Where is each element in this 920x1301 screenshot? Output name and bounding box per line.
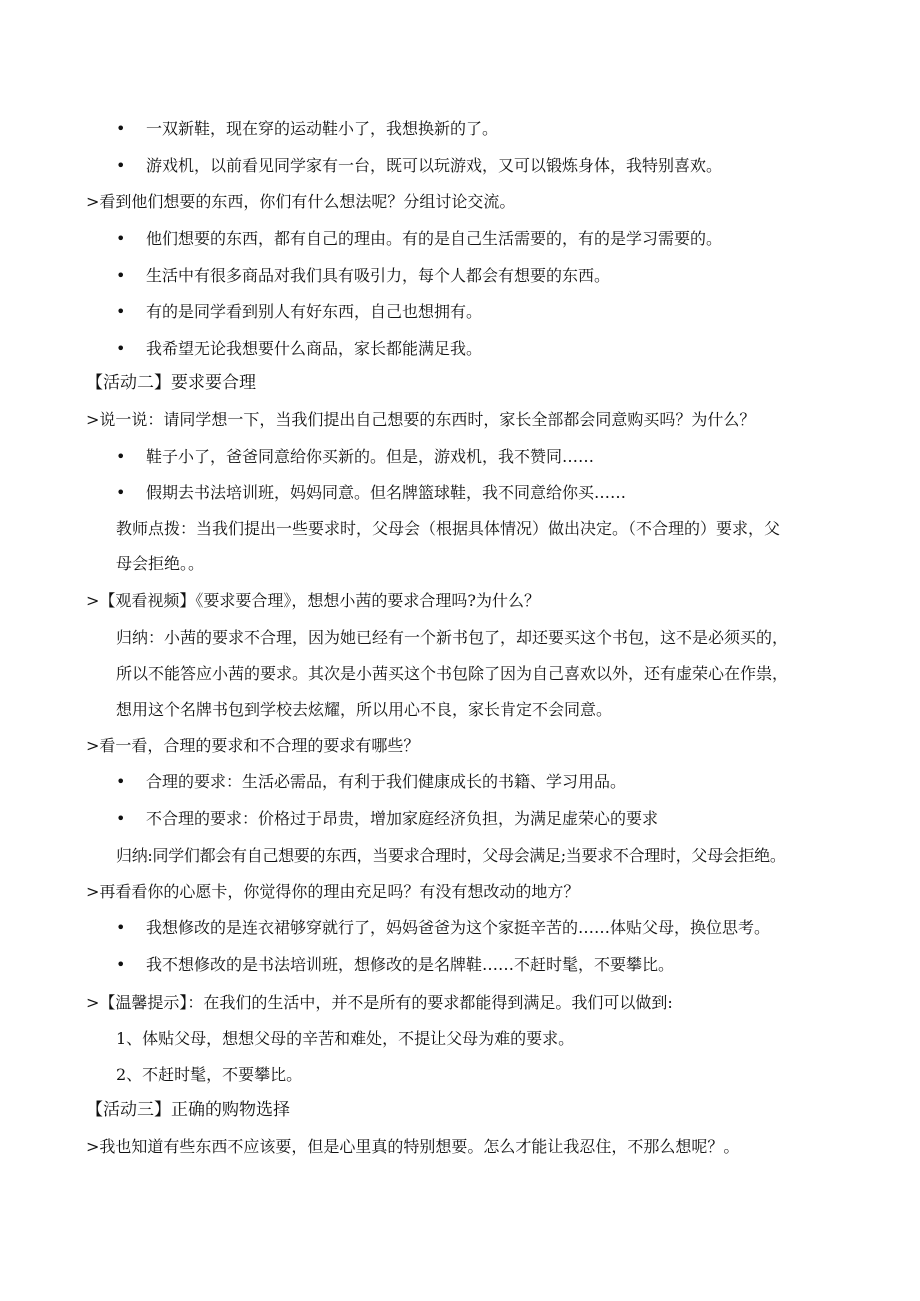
prompt-line: >【观看视频】《要求要合理》，想想小茜的要求合理吗?为什么？ bbox=[86, 591, 540, 610]
bullet-icon: • bbox=[116, 918, 126, 937]
prompt-line: >我也知道有些东西不应该要，但是心里真的特别想要。怎么才能让我忍住，不那么想呢？。 bbox=[86, 1137, 740, 1156]
prompt-line: >看一看，合理的要求和不合理的要求有哪些？ bbox=[86, 736, 420, 755]
summary-text: 想用这个名牌书包到学校去炫耀，所以用心不良，家长肯定不会同意。 bbox=[116, 700, 613, 719]
bullet-icon: • bbox=[116, 483, 126, 502]
bullet-item: 一双新鞋，现在穿的运动鞋小了，我想换新的了。 bbox=[146, 119, 499, 138]
bullet-icon: • bbox=[116, 302, 126, 321]
bullet-item: 有的是同学看到别人有好东西，自己也想拥有。 bbox=[146, 302, 483, 321]
bullet-item: 生活中有很多商品对我们具有吸引力，每个人都会有想要的东西。 bbox=[146, 266, 611, 285]
summary-text: 归纳:同学们都会有自己想要的东西，当要求合理时，父母会满足;当要求不合理时，父母会拒绝。 bbox=[116, 846, 786, 865]
bullet-icon: • bbox=[116, 809, 126, 828]
prompt-line: >说一说：请同学想一下，当我们提出自己想要的东西时，家长全部都会同意购买吗？为什么？ bbox=[86, 410, 756, 429]
bullet-icon: • bbox=[116, 156, 126, 175]
bullet-item: 我想修改的是连衣裙够穿就行了，妈妈爸爸为这个家挺辛苦的……体贴父母，换位思考。 bbox=[146, 918, 771, 937]
teacher-note: 教师点拨：当我们提出一些要求时，父母会（根据具体情况）做出决定。（不合理的）要求，父 bbox=[116, 519, 781, 538]
bullet-icon: • bbox=[116, 447, 126, 466]
bullet-item: 合理的要求：生活必需品，有利于我们健康成长的书籍、学习用品。 bbox=[146, 772, 627, 791]
bullet-icon: • bbox=[116, 339, 126, 358]
summary-text: 归纳：小茜的要求不合理，因为她已经有一个新书包了，却还要买这个书包，这不是必须买的， bbox=[116, 628, 789, 647]
tip-item: 1、体贴父母，想想父母的辛苦和难处，不提让父母为难的要求。 bbox=[116, 1029, 575, 1048]
prompt-line: >再看看你的心愿卡，你觉得你的理由充足吗？有没有想改动的地方？ bbox=[86, 882, 580, 901]
section-heading: 【活动三】正确的购物选择 bbox=[86, 1100, 290, 1120]
tip-item: 2、不赶时髦，不要攀比。 bbox=[116, 1065, 303, 1084]
bullet-item: 我不想修改的是书法培训班，想修改的是名牌鞋……不赶时髦，不要攀比。 bbox=[146, 955, 675, 974]
bullet-icon: • bbox=[116, 772, 126, 791]
teacher-note: 母会拒绝。。 bbox=[116, 554, 205, 573]
tip-line: >【温馨提示】：在我们的生活中，并不是所有的要求都能得到满足。我们可以做到: bbox=[86, 993, 673, 1012]
bullet-icon: • bbox=[116, 955, 126, 974]
prompt-line: >看到他们想要的东西，你们有什么想法呢？分组讨论交流。 bbox=[86, 192, 516, 211]
bullet-icon: • bbox=[116, 119, 126, 138]
summary-text: 所以不能答应小茜的要求。其次是小茜买这个书包除了因为自己喜欢以外，还有虚荣心在作祟， bbox=[116, 664, 789, 683]
bullet-item: 我希望无论我想要什么商品，家长都能满足我。 bbox=[146, 339, 483, 358]
bullet-item: 鞋子小了，爸爸同意给你买新的。但是，游戏机，我不赞同…… bbox=[146, 447, 595, 466]
bullet-item: 假期去书法培训班，妈妈同意。但名牌篮球鞋，我不同意给你买…… bbox=[146, 483, 627, 502]
section-heading: 【活动二】要求要合理 bbox=[86, 373, 256, 393]
bullet-icon: • bbox=[116, 266, 126, 285]
bullet-item: 他们想要的东西，都有自己的理由。有的是自己生活需要的，有的是学习需要的。 bbox=[146, 229, 723, 248]
bullet-icon: • bbox=[116, 229, 126, 248]
bullet-item: 游戏机，以前看见同学家有一台，既可以玩游戏，又可以锻炼身体，我特别喜欢。 bbox=[146, 156, 723, 175]
bullet-item: 不合理的要求：价格过于昂贵，增加家庭经济负担，为满足虚荣心的要求 bbox=[146, 809, 659, 828]
